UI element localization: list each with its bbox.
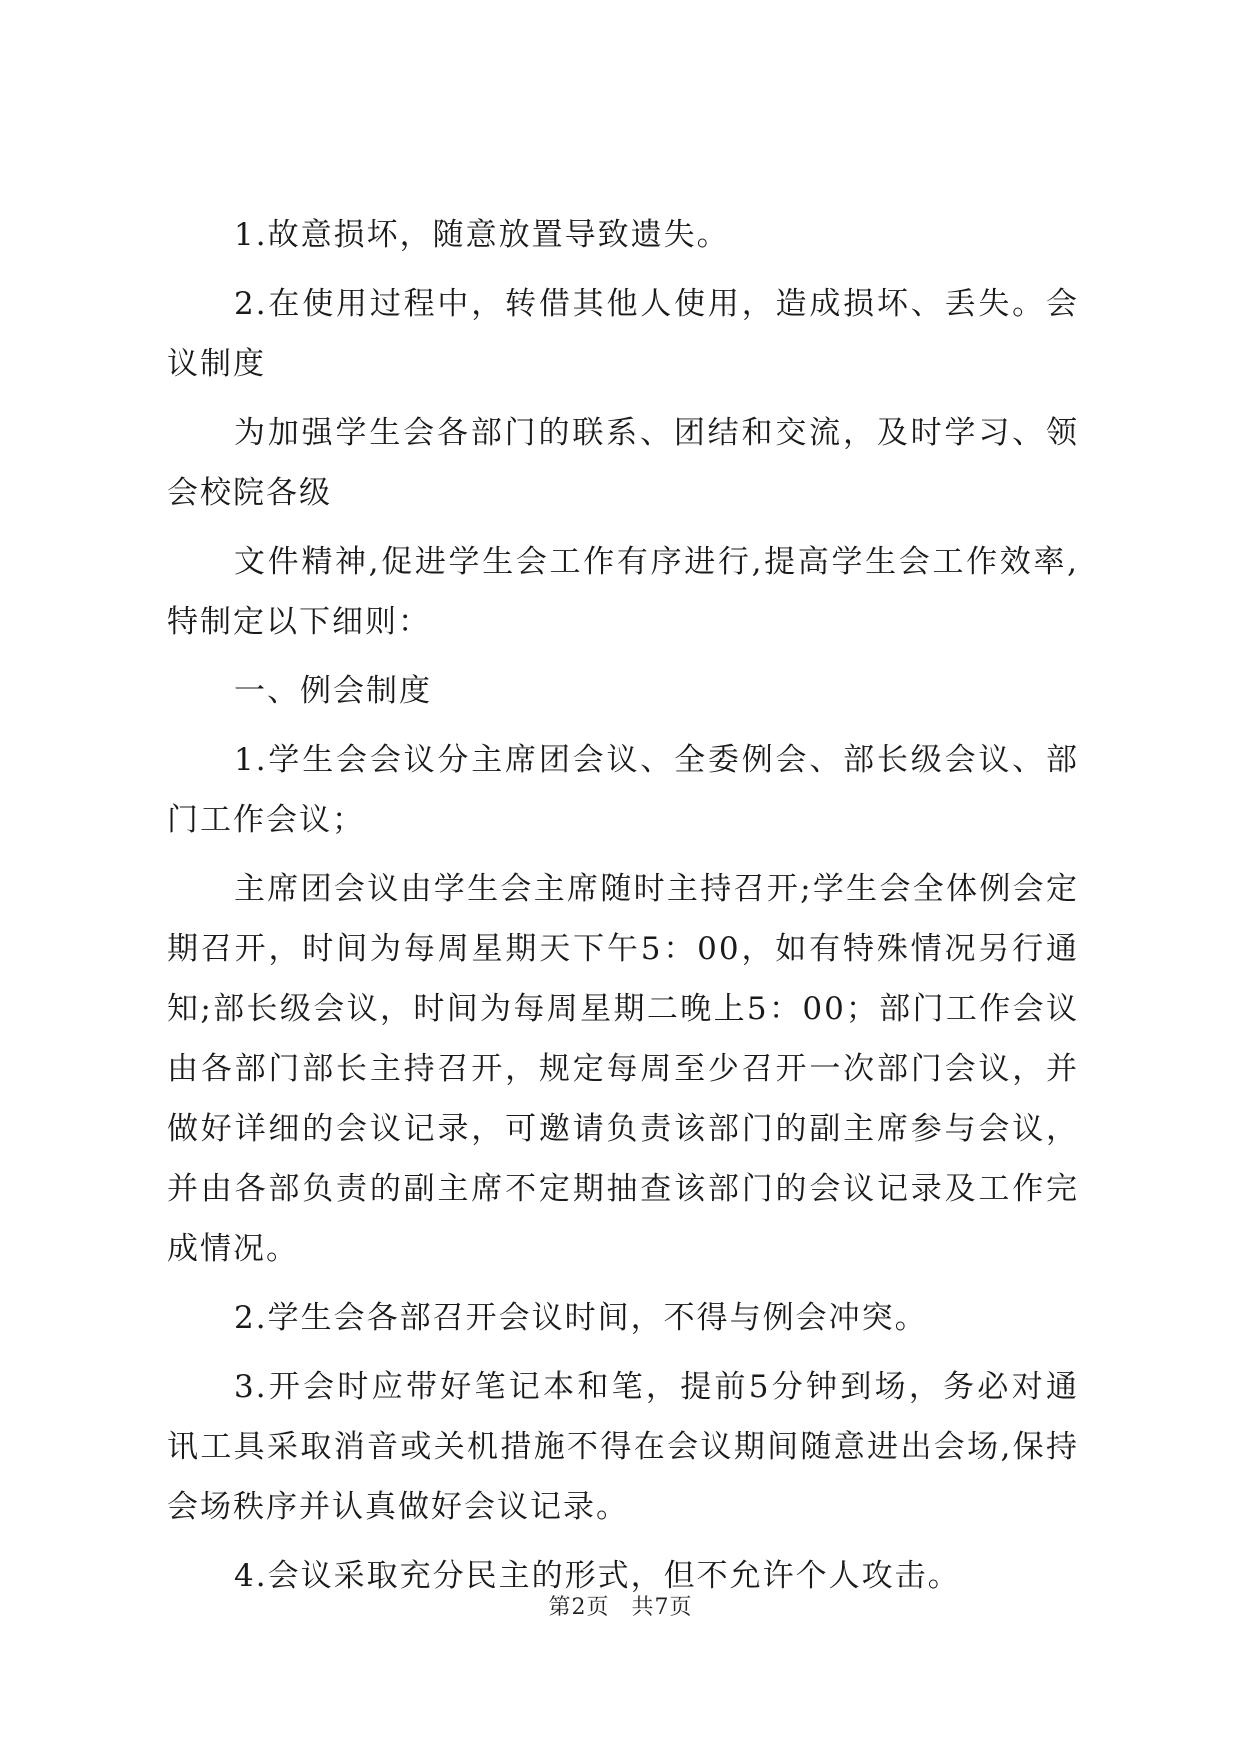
paragraph-preamble-2: 文件精神,促进学生会工作有序进行,提高学生会工作效率,特制定以下细则： — [167, 544, 1079, 640]
document-body — [167, 205, 1079, 1615]
paragraph-rule-1-detail: 主席团会议由学生会主席随时主持召开;学生会全体例会定期召开，时间为每周星期天下午5：00，如有特殊情况另行通知;部长级会议，时间为每周星期二晚上5：00；部门工作会议由各部门部长主持召开，规定每周至少召开一次部门会议，并做好详细的会议记录，可邀请负责该部门的副主席参与会议，并由各部负责的副主席不定期抽查该部门的会议记录及工作完成情况。 — [167, 871, 1079, 1267]
page-footer — [0, 1590, 1241, 1621]
paragraph-rule-1: 1.学生会会议分主席团会议、全委例会、部长级会议、部门工作会议； — [167, 742, 1079, 838]
paragraph-rule-4: 4.会议采取充分民主的形式，但不允许个人攻击。 — [234, 1558, 961, 1594]
page-number: 第2页 — [548, 1595, 610, 1620]
page-total: 共7页 — [631, 1595, 693, 1620]
paragraph-preamble-1: 为加强学生会各部门的联系、团结和交流，及时学习、领会校院各级 — [167, 415, 1079, 511]
paragraph-item-1: 1.故意损坏，随意放置导致遗失。 — [234, 217, 730, 253]
section-heading: 一、例会制度 — [234, 673, 432, 709]
paragraph-rule-2: 2.学生会各部召开会议时间，不得与例会冲突。 — [234, 1300, 928, 1336]
paragraph-rule-3: 3.开会时应带好笔记本和笔，提前5分钟到场，务必对通讯工具采取消音或关机措施不得在会议期间随意进出会场,保持会场秩序并认真做好会议记录。 — [167, 1369, 1079, 1525]
paragraph-item-2: 2.在使用过程中，转借其他人使用，造成损坏、丢失。会议制度 — [167, 286, 1079, 382]
